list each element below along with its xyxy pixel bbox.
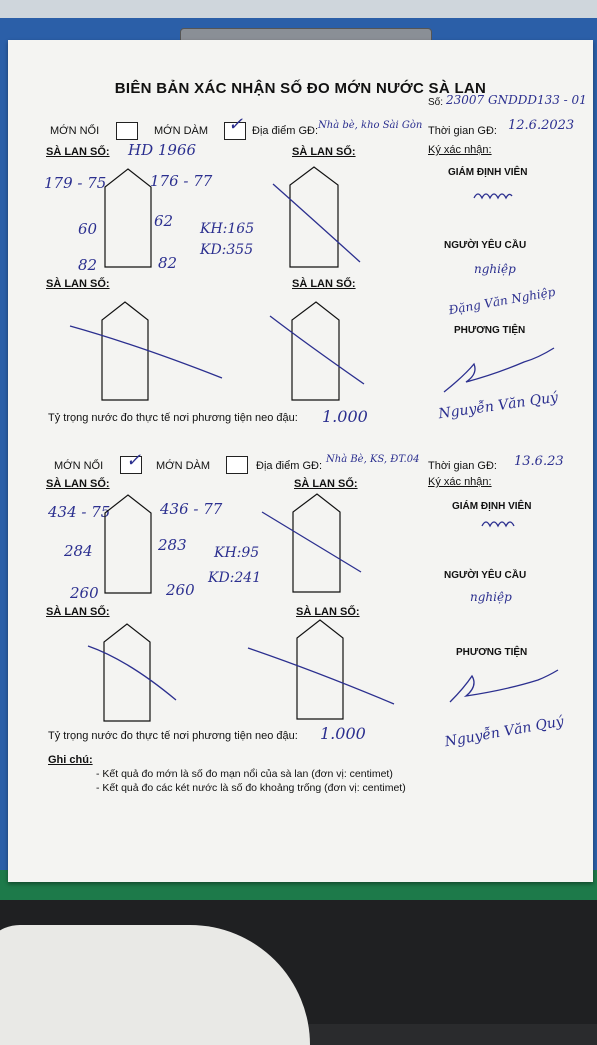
barge-reading: 60 bbox=[78, 220, 98, 238]
barge-reading: 179 - 75 bbox=[44, 174, 107, 192]
dia-diem-value: Nhà bè, kho Sài Gòn bbox=[318, 120, 423, 131]
barge-reading: 260 bbox=[70, 584, 99, 602]
strike-line bbox=[262, 512, 361, 572]
thoi-gian-label: Thời gian GĐ: bbox=[428, 460, 497, 472]
barge-outline bbox=[290, 167, 338, 267]
drawing-layer bbox=[8, 40, 593, 882]
ky-xac-nhan-label: Ký xác nhận: bbox=[428, 144, 492, 156]
barge-kh-reading: KH:165 bbox=[200, 221, 255, 237]
giam-dinh-vien-signature bbox=[474, 194, 512, 198]
strike-line bbox=[70, 326, 222, 378]
strike-line bbox=[248, 648, 394, 704]
mon-dam-check-mark: ✓ bbox=[228, 114, 244, 135]
sa-lan-number: HD 1966 bbox=[128, 141, 197, 159]
barge-outline bbox=[105, 169, 151, 267]
phuong-tien-label: PHƯƠNG TIỆN bbox=[454, 325, 526, 336]
phuong-tien-signature bbox=[450, 670, 558, 702]
ty-trong-value: 1.000 bbox=[322, 407, 368, 426]
phuong-tien-label: PHƯƠNG TIỆN bbox=[456, 647, 528, 658]
sa-lan-so-label: SÀ LAN SỐ: bbox=[292, 278, 356, 290]
barge-reading: 283 bbox=[158, 536, 187, 554]
barge-reading: 436 - 77 bbox=[160, 500, 223, 518]
dia-diem-label: Địa điểm GĐ: bbox=[252, 125, 319, 137]
note-line: - Kết quả đo mớn là số đo mạn nổi của sà lan (đơn vị: centimet) bbox=[96, 768, 393, 780]
sa-lan-so-label: SÀ LAN SỐ: bbox=[292, 146, 356, 158]
notes-label: Ghi chú: bbox=[48, 754, 93, 766]
document-number-label: Số: bbox=[428, 97, 444, 108]
thoi-gian-label: Thời gian GĐ: bbox=[428, 125, 497, 137]
mon-noi-label: MỚN NỔI bbox=[50, 125, 100, 137]
thoi-gian-value: 13.6.23 bbox=[514, 454, 564, 469]
barge-kd-reading: KD:241 bbox=[208, 570, 262, 586]
nguoi-yeu-cau-name: Đặng Văn Nghiệp bbox=[447, 284, 557, 318]
barge-reading: 284 bbox=[64, 542, 93, 560]
document-page bbox=[8, 40, 593, 882]
barge-reading: 260 bbox=[166, 581, 195, 599]
document-title: BIÊN BẢN XÁC NHẬN SỐ ĐO MỚN NƯỚC SÀ LAN bbox=[114, 80, 487, 97]
mon-dam-label: MỚN DÀM bbox=[156, 460, 211, 472]
phuong-tien-signature bbox=[444, 348, 554, 392]
dia-diem-value: Nhà Bè, KS, ĐT.04 bbox=[326, 454, 420, 465]
mon-dam-label: MỚN DÀM bbox=[154, 125, 209, 137]
ty-trong-label: Tỷ trọng nước đo thực tế nơi phương tiện neo đậu: bbox=[48, 412, 298, 424]
sa-lan-so-label: SÀ LAN SỐ: bbox=[294, 478, 358, 490]
barge-outline bbox=[297, 620, 343, 719]
barge-outline bbox=[102, 302, 148, 400]
nguoi-yeu-cau-signature: nghiệp bbox=[470, 590, 512, 604]
barge-kh-reading: KH:95 bbox=[214, 545, 260, 561]
sa-lan-so-label: SÀ LAN SỐ: bbox=[46, 146, 110, 158]
barge-outline bbox=[105, 495, 151, 593]
strike-line bbox=[88, 646, 176, 700]
strike-line bbox=[270, 316, 364, 384]
barge-reading: 82 bbox=[158, 254, 178, 272]
sa-lan-so-label: SÀ LAN SỐ: bbox=[46, 478, 110, 490]
phuong-tien-name: Nguyễn Văn Quý bbox=[437, 389, 560, 423]
dia-diem-label: Địa điểm GĐ: bbox=[256, 460, 323, 472]
note-line: - Kết quả đo các két nước là số đo khoảng trống (đơn vị: centimet) bbox=[96, 782, 406, 794]
nguoi-yeu-cau-signature: nghiệp bbox=[474, 262, 516, 276]
giam-dinh-vien-signature bbox=[482, 522, 514, 526]
nguoi-yeu-cau-label: NGƯỜI YÊU CẦU bbox=[444, 570, 527, 581]
giam-dinh-vien-label: GIÁM ĐỊNH VIÊN bbox=[448, 167, 528, 178]
sa-lan-so-label: SÀ LAN SỐ: bbox=[46, 606, 110, 618]
barge-reading: 82 bbox=[78, 256, 98, 274]
barge-outline bbox=[104, 624, 150, 721]
document-number-value: 23007 GNDDD133 - 01 bbox=[446, 93, 587, 107]
thoi-gian-value: 12.6.2023 bbox=[508, 118, 575, 133]
sa-lan-so-label: SÀ LAN SỐ: bbox=[296, 606, 360, 618]
mon-noi-check-mark: ✓ bbox=[126, 450, 142, 471]
barge-reading: 434 - 75 bbox=[48, 503, 111, 521]
phuong-tien-name: Nguyễn Văn Quý bbox=[443, 713, 566, 751]
ty-trong-label: Tỷ trọng nước đo thực tế nơi phương tiện neo đậu: bbox=[48, 730, 298, 742]
barge-outline bbox=[293, 494, 340, 592]
mon-noi-label: MỚN NỔI bbox=[54, 460, 104, 472]
giam-dinh-vien-label: GIÁM ĐỊNH VIÊN bbox=[452, 501, 532, 512]
barge-kd-reading: KD:355 bbox=[200, 242, 254, 258]
barge-reading: 62 bbox=[154, 212, 174, 230]
ky-xac-nhan-label: Ký xác nhận: bbox=[428, 476, 492, 488]
barge-outline bbox=[292, 302, 339, 400]
strike-line bbox=[273, 184, 360, 262]
barge-reading: 176 - 77 bbox=[150, 172, 213, 190]
ty-trong-value: 1.000 bbox=[320, 724, 366, 743]
nguoi-yeu-cau-label: NGƯỜI YÊU CẦU bbox=[444, 240, 527, 251]
sa-lan-so-label: SÀ LAN SỐ: bbox=[46, 278, 110, 290]
